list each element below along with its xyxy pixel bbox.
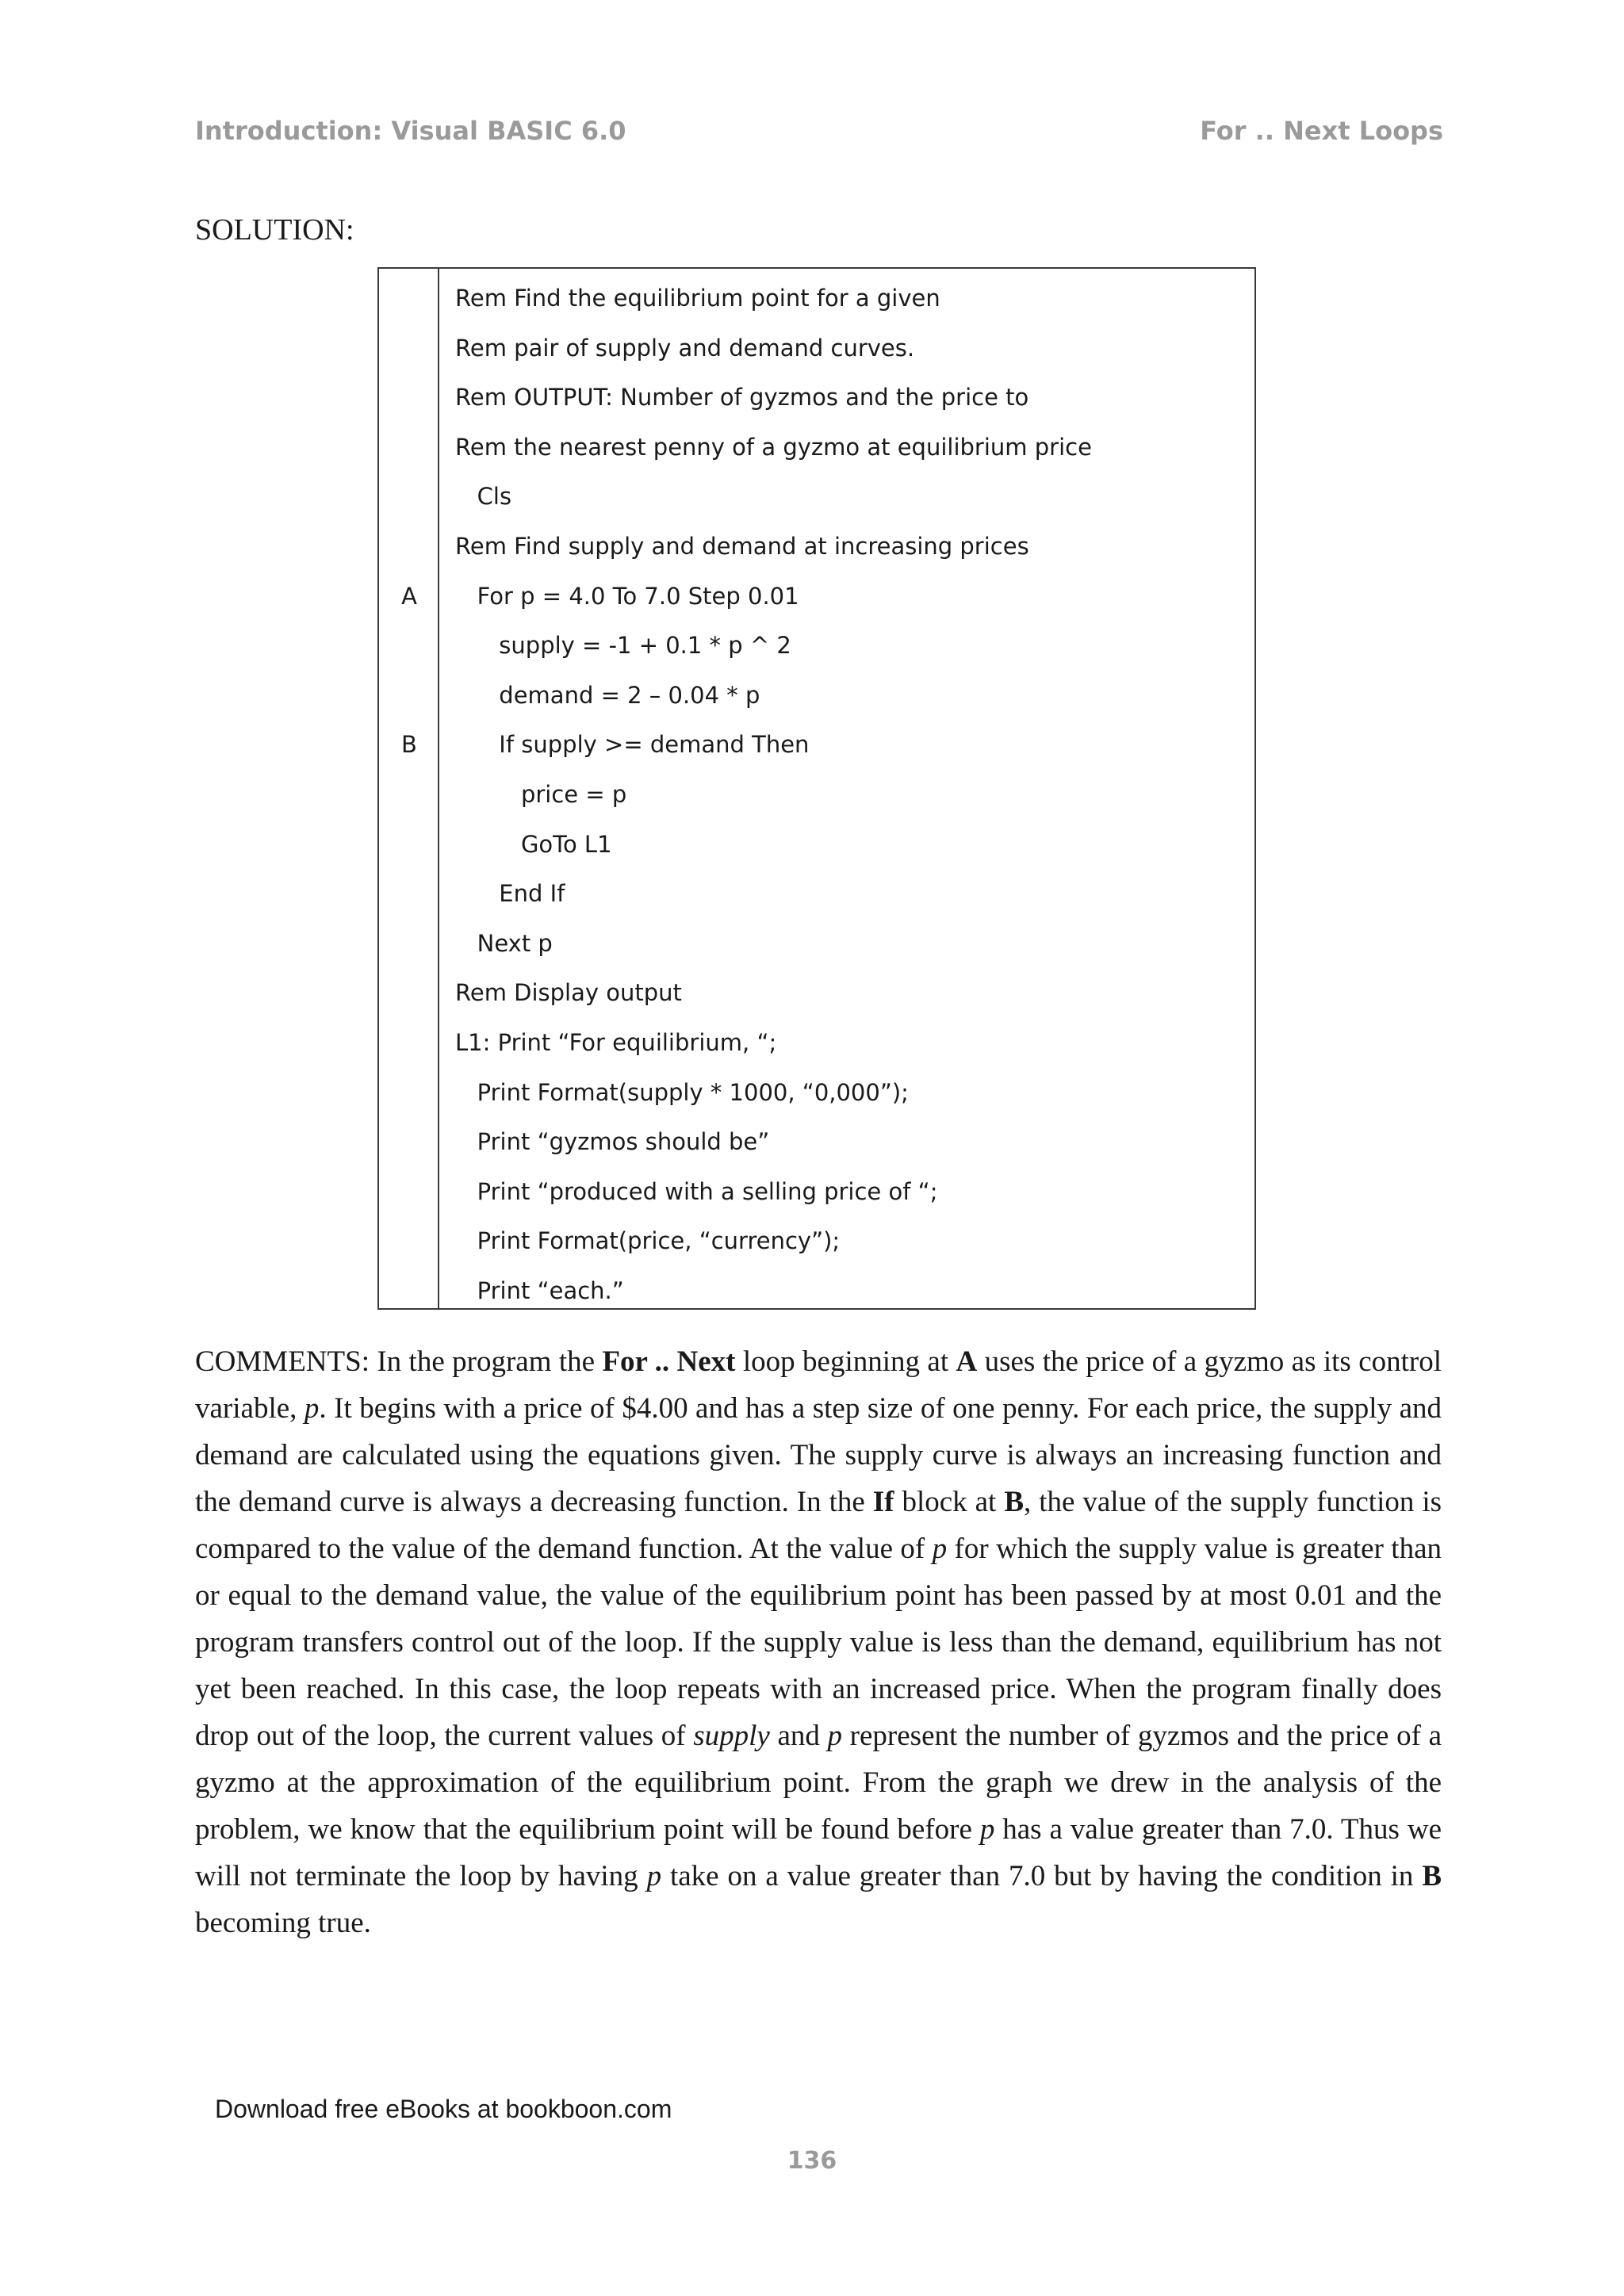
comments-text: for which the supply value is greater than or equal to the demand value, the value of the equilibrium point has been passed by at most 0.01 and the program transfers control out of the loop. If the supply value is less than the demand, equilibrium has not yet been reached. In this case, the loop repeats with an increased price. When the program finally does drop out of the loop, the current values of — [195, 1533, 1442, 1752]
code-line — [379, 472, 1254, 522]
code-line — [379, 720, 1254, 770]
comments-bold-label: B — [1004, 1486, 1024, 1518]
comments-bold-label: A — [956, 1345, 978, 1378]
code-line-text: Rem OUTPUT: Number of gyzmos and the price to — [455, 384, 1029, 411]
comments-paragraph — [195, 1338, 1442, 1946]
code-line — [379, 1216, 1254, 1266]
code-line-text: Next p — [455, 929, 553, 957]
code-line-text: Rem Find supply and demand at increasing prices — [455, 533, 1029, 560]
code-line — [379, 1117, 1254, 1167]
code-line — [379, 869, 1254, 919]
code-line-text: supply = -1 + 0.1 * p ^ 2 — [455, 632, 791, 660]
code-line — [379, 1018, 1254, 1068]
code-line — [379, 968, 1254, 1018]
code-line-text: Print “gyzmos should be” — [455, 1128, 770, 1156]
code-line — [379, 1167, 1254, 1217]
comments-italic-var: supply — [693, 1720, 770, 1752]
code-line-text: Print “each.” — [455, 1277, 624, 1304]
page-number: 136 — [787, 2147, 837, 2175]
code-line — [379, 621, 1254, 671]
comments-italic-var: p — [304, 1392, 320, 1425]
code-listing-box — [377, 267, 1256, 1310]
solution-heading: SOLUTION: — [195, 213, 354, 247]
comments-text: . It begins with a price of $4.00 and has a step size of one penny. For each price, the supply and demand are calculated using the equations given. The supply curve is always an increasing function and the demand curve is always a decreasing function. In the — [195, 1392, 1442, 1518]
code-line — [379, 323, 1254, 373]
comments-text: take on a value greater than 7.0 but by having the condition in — [661, 1860, 1423, 1892]
comments-text: COMMENTS: In the program the — [195, 1345, 603, 1378]
comments-bold-label: B — [1422, 1860, 1442, 1892]
code-line-text: Rem Find the equilibrium point for a given — [455, 285, 940, 312]
code-line-text: Print Format(price, “currency”); — [455, 1227, 841, 1255]
code-line-text: Cls — [455, 483, 512, 511]
code-line-text: demand = 2 – 0.04 * p — [455, 681, 760, 709]
comments-text: loop beginning at — [735, 1345, 956, 1378]
code-line-text: Rem the nearest penny of a gyzmo at equilibrium price — [455, 433, 1092, 461]
code-line-text: Rem Display output — [455, 979, 682, 1007]
code-line — [379, 770, 1254, 820]
code-line-text: If supply >= demand Then — [455, 731, 810, 759]
code-line — [379, 820, 1254, 870]
code-line — [379, 423, 1254, 473]
comments-text: uses the price of a gyzmo as its control variable, — [195, 1345, 1442, 1425]
code-line — [379, 522, 1254, 572]
code-line-text: Print Format(supply * 1000, “0,000”); — [455, 1078, 909, 1106]
code-line-text: GoTo L1 — [455, 830, 612, 858]
running-header-section: For .. Next Loops — [1200, 116, 1443, 146]
code-line-text: Print “produced with a selling price of “; — [455, 1177, 938, 1205]
code-line — [379, 1068, 1254, 1118]
code-line-text: price = p — [455, 781, 627, 808]
code-line — [379, 1266, 1254, 1316]
code-line-text: End If — [455, 880, 565, 908]
comments-text: block at — [894, 1486, 1005, 1518]
comments-italic-var: p — [979, 1813, 995, 1846]
comments-text: represent the number of gyzmos and the price of a gyzmo at the approximation of the equilibrium point. From the graph we drew in the analysis of the problem, we know that the equilibrium point will be found before — [195, 1720, 1442, 1846]
code-line — [379, 919, 1254, 969]
download-link[interactable]: Download free eBooks at bookboon.com — [215, 2095, 672, 2123]
code-line-text: For p = 4.0 To 7.0 Step 0.01 — [455, 582, 799, 610]
code-line-text: L1: Print “For equilibrium, “; — [455, 1029, 777, 1056]
code-line — [379, 671, 1254, 721]
comments-bold-term: If — [872, 1486, 894, 1518]
comments-text: becoming true. — [195, 1907, 371, 1939]
comments-italic-var: p — [932, 1533, 948, 1565]
comments-bold-term: For .. Next — [602, 1345, 736, 1378]
code-line — [379, 274, 1254, 323]
code-line-label: B — [401, 731, 417, 759]
code-line — [379, 373, 1254, 423]
code-line-text: Rem pair of supply and demand curves. — [455, 334, 915, 362]
comments-text: and — [769, 1720, 828, 1752]
code-line-label: A — [401, 582, 417, 610]
comments-italic-var: p — [646, 1860, 662, 1892]
running-header-title: Introduction: Visual BASIC 6.0 — [195, 116, 626, 146]
comments-italic-var: p — [827, 1720, 843, 1752]
comments-text: , the value of the supply function is compared to the value of the demand function. At the value of — [195, 1486, 1442, 1565]
comments-text: has a value greater than 7.0. Thus we will not terminate the loop by having — [195, 1813, 1442, 1892]
code-line — [379, 572, 1254, 622]
